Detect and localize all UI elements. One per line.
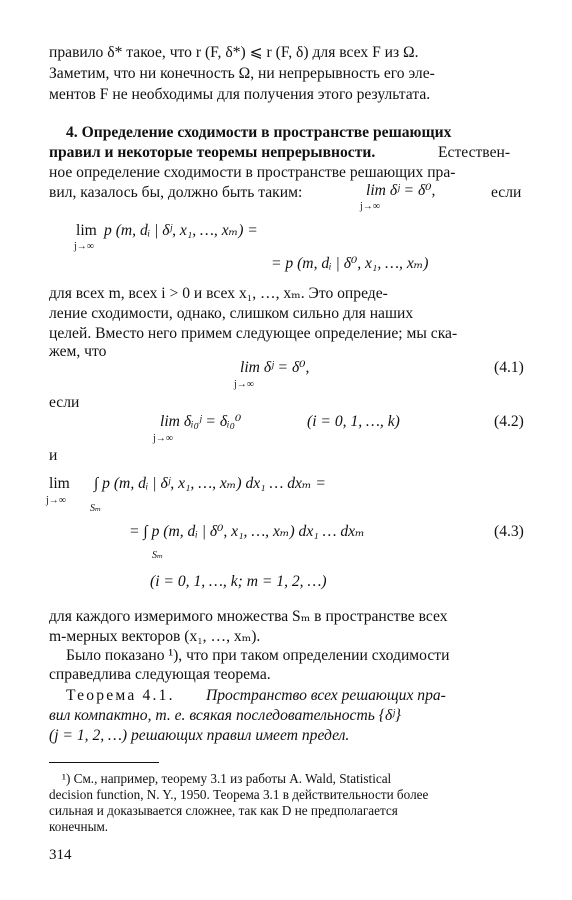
lim-subscript: j→∞ bbox=[153, 433, 173, 444]
equation-number: (4.2) bbox=[494, 413, 524, 430]
footnote-line: конечным. bbox=[49, 819, 109, 834]
equation-body: lim δᵢ₀ʲ = δᵢ₀⁰ bbox=[160, 413, 242, 430]
lim-operator: lim bbox=[76, 222, 97, 239]
equation-condition: (i = 0, 1, …, k; m = 1, 2, …) bbox=[150, 573, 327, 590]
text-line: и bbox=[49, 447, 58, 464]
integral-domain: Sₘ bbox=[90, 503, 102, 514]
text-line: если bbox=[491, 184, 522, 201]
text-line: Естествен- bbox=[438, 144, 511, 161]
equation-line-1: ∫ p (m, dᵢ | δʲ, x₁, …, xₘ) dx₁ … dxₘ = bbox=[94, 475, 326, 492]
text-line: m-мерных векторов (x₁, …, xₘ). bbox=[49, 628, 261, 645]
text-line: целей. Вместо него примем следующее определение; мы ска- bbox=[49, 325, 458, 342]
text-line: для всех m, всех i > 0 и всех x₁, …, xₘ. Это опреде- bbox=[49, 285, 388, 302]
equation-body: lim δʲ = δ⁰, bbox=[240, 359, 310, 376]
theorem-text: (j = 1, 2, …) решающих правил имеет предел. bbox=[49, 727, 350, 744]
text-line: жем, что bbox=[49, 343, 107, 360]
equation-condition: (i = 0, 1, …, k) bbox=[307, 413, 400, 430]
text-line: ное определение сходимости в пространстве решающих пра- bbox=[49, 164, 456, 181]
text-line: Было показано ¹), что при таком определении сходимости bbox=[66, 647, 450, 664]
text-line: ментов F не необходимы для получения этого результата. bbox=[49, 86, 431, 103]
integral-domain: Sₘ bbox=[152, 550, 164, 561]
equation-lhs: p (m, dᵢ | δʲ, x₁, …, xₘ) = bbox=[104, 222, 258, 239]
theorem-text: Пространство всех решающих пра- bbox=[206, 687, 446, 704]
footnote-divider bbox=[49, 762, 159, 763]
text-line: вил, казалось бы, должно быть таким: bbox=[49, 184, 303, 201]
formula-inline: lim δʲ = δ⁰, bbox=[366, 182, 436, 199]
lim-subscript: j→∞ bbox=[234, 379, 254, 390]
footnote-line: сильная и доказывается сложнее, так как D не предполагается bbox=[49, 803, 398, 818]
theorem-label: Теорема 4.1. bbox=[66, 687, 175, 704]
text-line: ление сходимости, однако, слишком сильно для наших bbox=[49, 305, 414, 322]
text-line: Заметим, что ни конечность Ω, ни непрерывность его эле- bbox=[49, 65, 435, 82]
formula-subscript: j→∞ bbox=[360, 201, 380, 212]
theorem-text: вил компактно, т. е. всякая последовательность {δʲ} bbox=[49, 707, 402, 724]
text-line: справедлива следующая теорема. bbox=[49, 666, 271, 683]
lim-operator: lim bbox=[49, 475, 70, 492]
equation-number: (4.1) bbox=[494, 359, 524, 376]
text-line: правило δ* такое, что r (F, δ*) ⩽ r (F, δ) для всех F из Ω. bbox=[49, 44, 419, 61]
section-heading: 4. Определение сходимости в пространстве решающих bbox=[66, 124, 452, 141]
text-line: если bbox=[49, 394, 80, 411]
footnote-line: decision function, N. Y., 1950. Теорема 3.1 в действительности более bbox=[49, 787, 429, 802]
text-line: для каждого измеримого множества Sₘ в пространстве всех bbox=[49, 608, 448, 625]
lim-subscript: j→∞ bbox=[74, 241, 94, 252]
page-number: 314 bbox=[49, 847, 72, 863]
equation-rhs: = p (m, dᵢ | δ⁰, x₁, …, xₘ) bbox=[271, 255, 429, 272]
footnote-line: ¹) См., например, теорему 3.1 из работы A. Wald, Statistical bbox=[62, 771, 392, 786]
section-heading-cont: правил и некоторые теоремы непрерывности. bbox=[49, 144, 376, 161]
equation-line-2: = ∫ p (m, dᵢ | δ⁰, x₁, …, xₘ) dx₁ … dxₘ bbox=[129, 523, 365, 540]
lim-subscript: j→∞ bbox=[46, 495, 66, 506]
equation-number: (4.3) bbox=[494, 523, 524, 540]
